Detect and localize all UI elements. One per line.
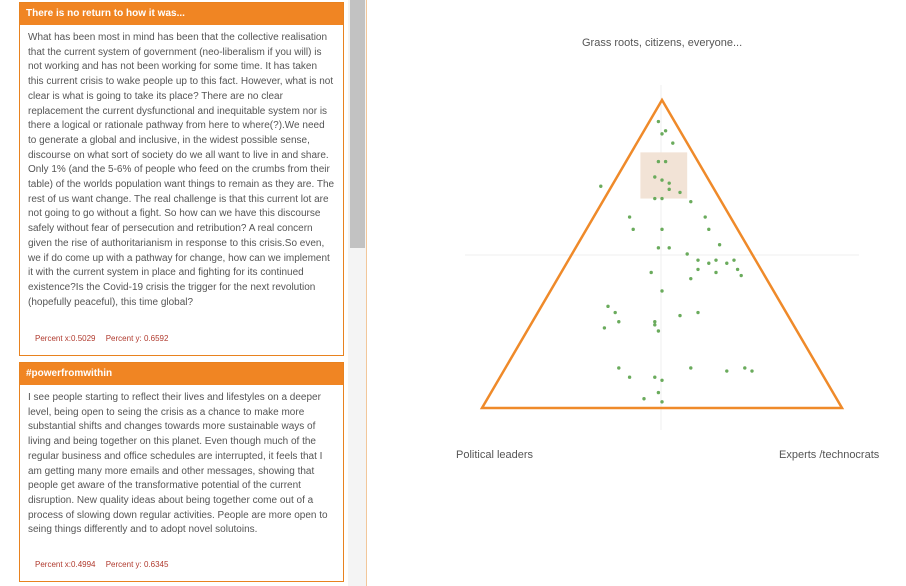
data-point[interactable]: [617, 320, 620, 323]
data-point[interactable]: [660, 289, 663, 292]
scrollbar-thumb[interactable]: [350, 0, 365, 248]
data-point[interactable]: [707, 262, 710, 265]
stories-panel: [0, 0, 366, 586]
percent-y: Percent y: 0.6592: [105, 334, 169, 343]
data-point[interactable]: [668, 246, 671, 249]
data-point[interactable]: [704, 215, 707, 218]
triad-top-label: Grass roots, citizens, everyone...: [582, 37, 743, 49]
data-point[interactable]: [696, 268, 699, 271]
data-point[interactable]: [714, 271, 717, 274]
story-title: There is no return to how it was...: [20, 3, 343, 25]
data-point[interactable]: [668, 188, 671, 191]
triad-svg[interactable]: [367, 0, 906, 586]
data-point[interactable]: [660, 379, 663, 382]
data-point[interactable]: [678, 191, 681, 194]
data-point[interactable]: [642, 397, 645, 400]
story-coordinates: [35, 334, 168, 343]
story-coordinates: [35, 560, 168, 569]
data-point[interactable]: [653, 197, 656, 200]
data-point[interactable]: [606, 305, 609, 308]
data-point[interactable]: [657, 160, 660, 163]
triad-chart[interactable]: [367, 0, 906, 586]
data-point[interactable]: [653, 323, 656, 326]
data-point[interactable]: [696, 258, 699, 261]
story-text: I see people starting to reflect their lives and lifestyles on a deeper level, being open to seing the crisis as a chance to make more substantial shifts and changes towards more sustainable ways of living and being together on this planet. Even though much of the regular business and office schedules are interrupted, it feels that I am getting many more emails and other messages, showing that people get aware of the transformative potential of the current disruption. New quality ideas about being together come out of a process of slowing down regular activities. People are more open to seing things differently and to adopt novel solutoins.: [28, 392, 328, 536]
data-point[interactable]: [653, 320, 656, 323]
data-point[interactable]: [718, 243, 721, 246]
triad-triangle: [482, 100, 842, 408]
story-text: What has been most in mind has been that the collective realisation that the current system of government (neo-liberalism if you will) is not working and has not been working for some time. It has taken this current crisis to wake people up to this fact. However, what is not clear is what is going to take its place? There are no clear replacement the current dysfunctional and inequitable system nor is there a logical or rationale pathway from here to where(?).We need to generate a global and inclusive, in the widest possible sense, discourse on what sort of society do we all want to live in and share. Only 1% (and the 5-6% of people who feed on the crumbs from their table) of the worlds population want things to remain as they are. The rest of us want change. The real challenge is that this current lot are not going to go without a fight. So how can we have this discourse safely without fear of persecution and retribution? A real concern given the rise of authoritarianism in response to this crisis.So even, we if do come up with a pathway for change, how can we implement it with the current system in place and fighting for its continued existence?Is the Covid-19 crisis the trigger for the next revolution (hopefully peaceful), this time global?: [28, 32, 335, 308]
data-point[interactable]: [628, 376, 631, 379]
data-point[interactable]: [664, 129, 667, 132]
data-point[interactable]: [614, 311, 617, 314]
data-point[interactable]: [660, 178, 663, 181]
percent-y: Percent y: 0.6345: [105, 560, 169, 569]
percent-x: Percent x:0.5029: [35, 334, 96, 343]
data-point[interactable]: [660, 197, 663, 200]
data-point[interactable]: [736, 268, 739, 271]
data-point[interactable]: [714, 258, 717, 261]
data-point[interactable]: [632, 228, 635, 231]
data-point[interactable]: [657, 391, 660, 394]
data-point[interactable]: [599, 185, 602, 188]
data-point[interactable]: [628, 215, 631, 218]
data-point[interactable]: [689, 200, 692, 203]
data-point[interactable]: [678, 314, 681, 317]
data-point[interactable]: [750, 369, 753, 372]
data-point[interactable]: [668, 181, 671, 184]
triad-left-label: Political leaders: [456, 449, 534, 461]
data-point[interactable]: [664, 160, 667, 163]
data-point[interactable]: [657, 120, 660, 123]
data-point[interactable]: [689, 277, 692, 280]
data-point[interactable]: [653, 376, 656, 379]
story-title: #powerfromwithin: [20, 363, 343, 385]
story-card[interactable]: [19, 362, 344, 582]
data-point[interactable]: [660, 400, 663, 403]
percent-x: Percent x:0.4994: [35, 560, 96, 569]
data-point[interactable]: [696, 311, 699, 314]
data-point[interactable]: [732, 258, 735, 261]
data-point[interactable]: [653, 175, 656, 178]
data-point[interactable]: [725, 369, 728, 372]
data-point[interactable]: [689, 366, 692, 369]
data-point[interactable]: [603, 326, 606, 329]
data-point[interactable]: [740, 274, 743, 277]
data-point[interactable]: [660, 132, 663, 135]
data-point[interactable]: [686, 252, 689, 255]
triad-right-label: Experts /technocrats: [779, 449, 880, 461]
data-point[interactable]: [657, 246, 660, 249]
data-point[interactable]: [617, 366, 620, 369]
story-card[interactable]: [19, 2, 344, 356]
data-point[interactable]: [660, 228, 663, 231]
data-point[interactable]: [707, 228, 710, 231]
data-point[interactable]: [650, 271, 653, 274]
data-point[interactable]: [657, 329, 660, 332]
data-point[interactable]: [743, 366, 746, 369]
data-point[interactable]: [725, 262, 728, 265]
data-point[interactable]: [671, 141, 674, 144]
